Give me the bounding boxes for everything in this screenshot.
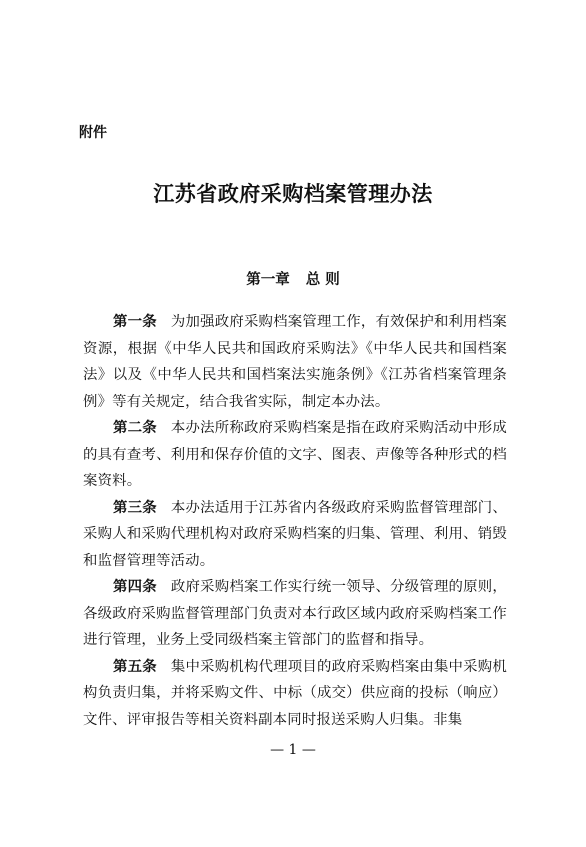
article-text: 本办法适用于江苏省内各级政府采购监督管理部门、采购人和采购代理机构对政府采购档案的归集、管理、利用、销毁和监督管理等活动。 (83, 499, 507, 569)
article-number: 第一条 (113, 314, 157, 330)
article-3 (83, 495, 507, 575)
chapter-name: 总 则 (305, 272, 340, 288)
article-5 (83, 654, 507, 734)
document-body (83, 309, 507, 733)
page-number: — 1 — (270, 742, 316, 758)
article-text: 政府采购档案工作实行统一领导、分级管理的原则，各级政府采购监督管理部门负责对本行政区域内政府采购档案工作进行管理，业务上受同级档案主管部门的监督和指导。 (83, 579, 507, 648)
article-number: 第四条 (113, 579, 157, 595)
article-4 (83, 574, 507, 654)
article-text: 本办法所称政府采购档案是指在政府采购活动中形成的具有查考、利用和保存价值的文字、图表、声像等各种形式的档案资料。 (83, 420, 507, 489)
attachment-label: 附件 (79, 125, 107, 141)
article-1 (83, 309, 507, 415)
article-number: 第五条 (113, 658, 157, 675)
document-title: 江苏省政府采购档案管理办法 (153, 181, 433, 206)
chapter-heading (0, 270, 586, 290)
article-2 (83, 415, 507, 495)
article-number: 第三条 (113, 499, 157, 516)
article-number: 第二条 (113, 420, 157, 436)
article-text: 为加强政府采购档案管理工作，有效保护和利用档案资源，根据《中华人民共和国政府采购法》《中华人民共和国档案法》以及《中华人民共和国档案法实施条例》《江苏省档案管理条例》等有关规定，结合我省实际，制定本办法。 (83, 314, 507, 410)
article-text: 集中采购机构代理项目的政府采购档案由集中采购机构负责归集，并将采购文件、中标（成交）供应商的投标（响应）文件、评审报告等相关资料副本同时报送采购人归集。非集 (83, 658, 507, 728)
chapter-number: 第一章 (246, 272, 290, 288)
